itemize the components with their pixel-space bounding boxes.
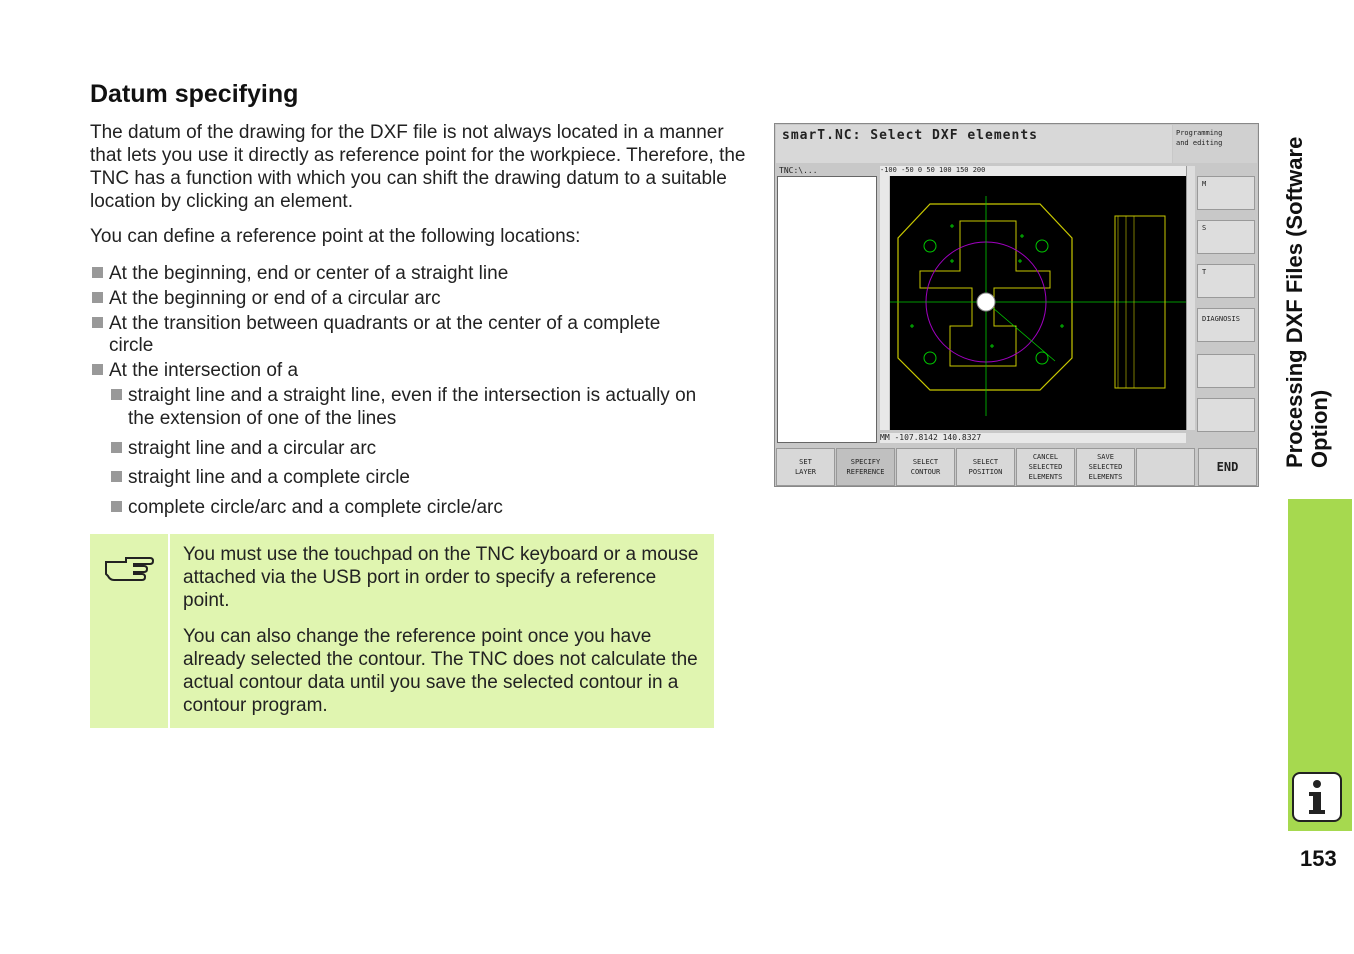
info-icon — [1292, 772, 1342, 822]
sub-bullet-continuation: the extension of one of the lines — [128, 408, 397, 429]
bullet-item: At the beginning, end or center of a straight line — [92, 262, 508, 285]
sub-bullet-item: straight line and a complete circle — [111, 466, 410, 489]
tnc-screenshot — [774, 123, 1259, 487]
locations-paragraph: You can define a reference point at the following locations: — [90, 226, 581, 247]
end-softkey[interactable]: END — [1198, 448, 1257, 486]
chapter-title — [1282, 88, 1342, 468]
dxf-drawing-canvas[interactable] — [890, 176, 1186, 430]
intro-paragraph: The datum of the drawing for the DXF file is not always located in a manner that lets you use it directly as reference point for the workpiece. Therefore, the TNC has a function with which you can shift the drawing datum to a suitable location by clicking an element. — [90, 122, 746, 212]
bullet-item: At the transition between quadrants or at the center of a complete — [92, 312, 660, 335]
sub-bullet-item: complete circle/arc and a complete circle/arc — [111, 496, 503, 519]
cancel-selected-softkey[interactable]: CANCEL SELECTED ELEMENTS — [1016, 448, 1075, 486]
vertical-ruler — [880, 176, 889, 430]
diagnosis-button[interactable]: DIAGNOSIS — [1197, 308, 1255, 342]
screen-title-bar — [776, 125, 1172, 163]
sub-bullet-item: straight line and a circular arc — [111, 437, 376, 460]
dxf-drawing — [890, 176, 1186, 430]
layer-list-panel[interactable] — [777, 176, 877, 443]
note-box — [90, 534, 714, 728]
softkey-row — [776, 448, 1258, 486]
bullet-item: At the beginning or end of a circular arc — [92, 287, 441, 310]
horizontal-ruler: -100 -50 0 50 100 150 200 — [880, 166, 1186, 176]
set-layer-softkey[interactable]: SET LAYER — [776, 448, 835, 486]
tool-button[interactable]: T — [1197, 264, 1255, 298]
sub-bullet-item: straight line and a straight line, even if the intersection is actually on — [111, 384, 696, 407]
cursor-coordinates: MM -107.8142 140.8327 — [880, 433, 1186, 443]
operating-mode — [1173, 125, 1257, 163]
bullet-continuation: circle — [109, 335, 154, 356]
chapter-title-line: Option) — [1307, 389, 1332, 468]
note-paragraph-2: You can also change the reference point once you have already selected the contour. The TNC does not calculate the actual contour data until you save the selected contour in a contour program. — [183, 626, 698, 716]
empty-softkey[interactable] — [1136, 448, 1195, 486]
pointing-hand-icon — [104, 552, 154, 582]
select-contour-softkey[interactable]: SELECT CONTOUR — [896, 448, 955, 486]
mode-label: Programming — [1176, 129, 1223, 137]
mode-label: and editing — [1176, 139, 1223, 147]
chapter-title-line: Processing DXF Files (Software — [1282, 136, 1307, 468]
vertical-scrollbar[interactable] — [1186, 166, 1195, 430]
page-number: 153 — [1300, 846, 1337, 871]
file-path: TNC:\... — [779, 166, 818, 175]
m-function-button[interactable]: M — [1197, 176, 1255, 210]
note-divider — [168, 534, 170, 728]
screen-title: smarT.NC: Select DXF elements — [782, 128, 1038, 143]
save-selected-softkey[interactable]: SAVE SELECTED ELEMENTS — [1076, 448, 1135, 486]
empty-side-button[interactable] — [1197, 354, 1255, 388]
specify-reference-softkey[interactable]: SPECIFY REFERENCE — [836, 448, 895, 486]
spindle-button[interactable]: S — [1197, 220, 1255, 254]
section-heading: Datum specifying — [90, 80, 299, 108]
empty-side-button[interactable] — [1197, 398, 1255, 432]
bullet-item: At the intersection of a — [92, 359, 298, 382]
select-position-softkey[interactable]: SELECT POSITION — [956, 448, 1015, 486]
note-paragraph-1: You must use the touchpad on the TNC keyboard or a mouse attached via the USB port in order to specify a reference point. — [183, 544, 699, 611]
